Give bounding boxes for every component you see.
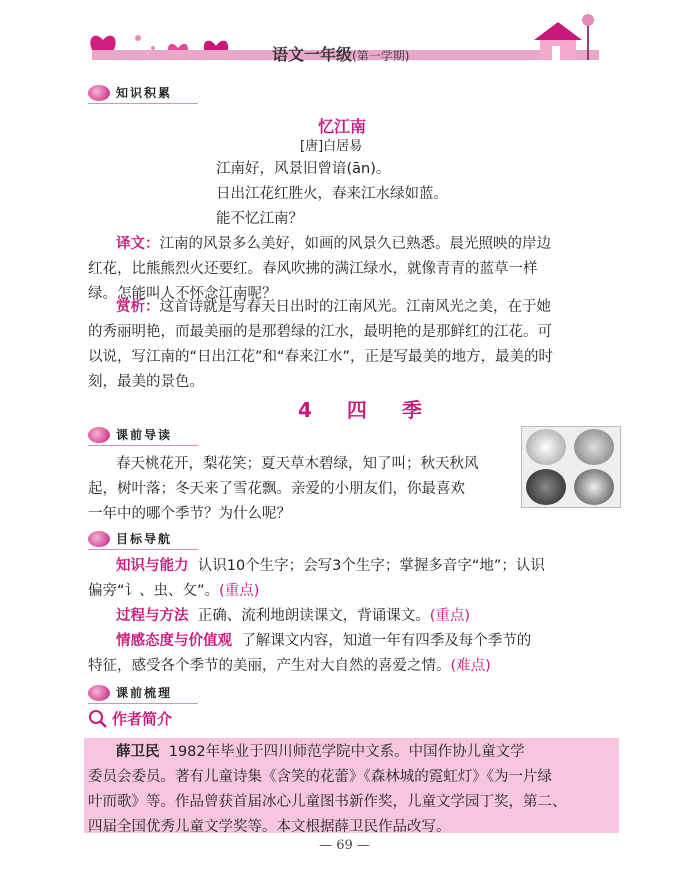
spring-icon bbox=[526, 429, 566, 465]
poem-line: 江南好，风景旧曾谙(ān)。 bbox=[216, 161, 391, 177]
section-divider bbox=[88, 103, 198, 104]
poem-line: 日出江花红胜火，春来江水绿如蓝。 bbox=[216, 186, 448, 202]
house-icon bbox=[520, 10, 600, 65]
sorting-section-label: 课前梳理 bbox=[88, 684, 172, 701]
four-seasons-image bbox=[521, 426, 621, 508]
appreciation-para: 赏析：这首诗就是写春天日出时的江南风光。江南风光之美，在于她 的秀丽明艳，而最美丽的是那碧绿的江水，最明艳的是那鲜红的江花。可 以说，写江南的“日出江花”和“春来江水”，正是写最美的地方，最美的时 刻，最美的景色。 bbox=[88, 299, 554, 390]
summer-icon bbox=[574, 429, 614, 465]
appreciation-label: 赏析： bbox=[116, 299, 160, 315]
book-icon bbox=[88, 427, 110, 443]
knowledge-section-label: 知识积累 bbox=[88, 84, 172, 101]
author-name: 薛卫民 bbox=[116, 744, 160, 760]
goals-section-label: 目标导航 bbox=[88, 530, 172, 547]
winter-icon bbox=[574, 469, 614, 505]
author-text: 薛卫民 1982年毕业于四川师范学院中文系。中国作协儿童文学 委员会委员。著有儿童诗集《含笑的花蕾》《森林城的霓虹灯》《为一片绿 叶而歌》等。作品曾获首届冰心儿童图书新作奖，儿童文学园丁奖，第二、 四届全国优秀儿童文学奖等。本文根据薛卫民作品改写。 bbox=[88, 744, 567, 835]
magnifier-icon bbox=[88, 709, 108, 729]
section-divider bbox=[88, 703, 198, 704]
page-header bbox=[0, 0, 689, 70]
section-divider bbox=[88, 549, 198, 550]
author-heading: 作者简介 bbox=[88, 708, 172, 729]
header-title: 语文一年级(第一学期) bbox=[272, 45, 410, 64]
poem-author: [唐]白居易 bbox=[300, 139, 363, 154]
preview-section-label: 课前导读 bbox=[88, 426, 172, 443]
translation-para: 译文：江南的风景多么美好，如画的风景久已熟悉。晨光照映的岸边 红花，比熊熊烈火还要红。春风吹拂的满江绿水，就像青青的蓝草一样 绿。怎能叫人不怀念江南呢？ bbox=[88, 236, 551, 302]
pencil-icon bbox=[88, 685, 110, 701]
goal-knowledge: 知识与能力 认识10个生字；会写3个生字；掌握多音字“地”；认识 偏旁“讠、虫、攵”。(重点) bbox=[88, 558, 545, 599]
knowledge-icon bbox=[88, 85, 110, 101]
translation-label: 译文： bbox=[116, 236, 160, 252]
goal-process: 过程与方法 正确、流利地朗读课文，背诵课文。(重点) bbox=[116, 608, 471, 624]
open-book-icon bbox=[88, 531, 110, 547]
decorative-hearts-icon bbox=[78, 18, 238, 68]
preview-text: 春天桃花开，梨花笑；夏天草木碧绿，知了叫；秋天秋风 起，树叶落；冬天来了雪花飘。亲爱的小朋友们，你最喜欢 一年中的哪个季节？为什么呢？ bbox=[88, 456, 479, 522]
goal-emotion: 情感态度与价值观 了解课文内容，知道一年有四季及每个季节的 特征，感受各个季节的美丽，产生对大自然的喜爱之情。(难点) bbox=[88, 633, 532, 674]
section-divider bbox=[88, 445, 198, 446]
poem-line: 能不忆江南？ bbox=[216, 211, 303, 227]
poem-title: 忆江南 bbox=[318, 117, 367, 136]
lesson-title: 4 四 季 bbox=[298, 398, 436, 422]
autumn-icon bbox=[526, 469, 566, 505]
page-number: — 69 — bbox=[319, 838, 370, 853]
